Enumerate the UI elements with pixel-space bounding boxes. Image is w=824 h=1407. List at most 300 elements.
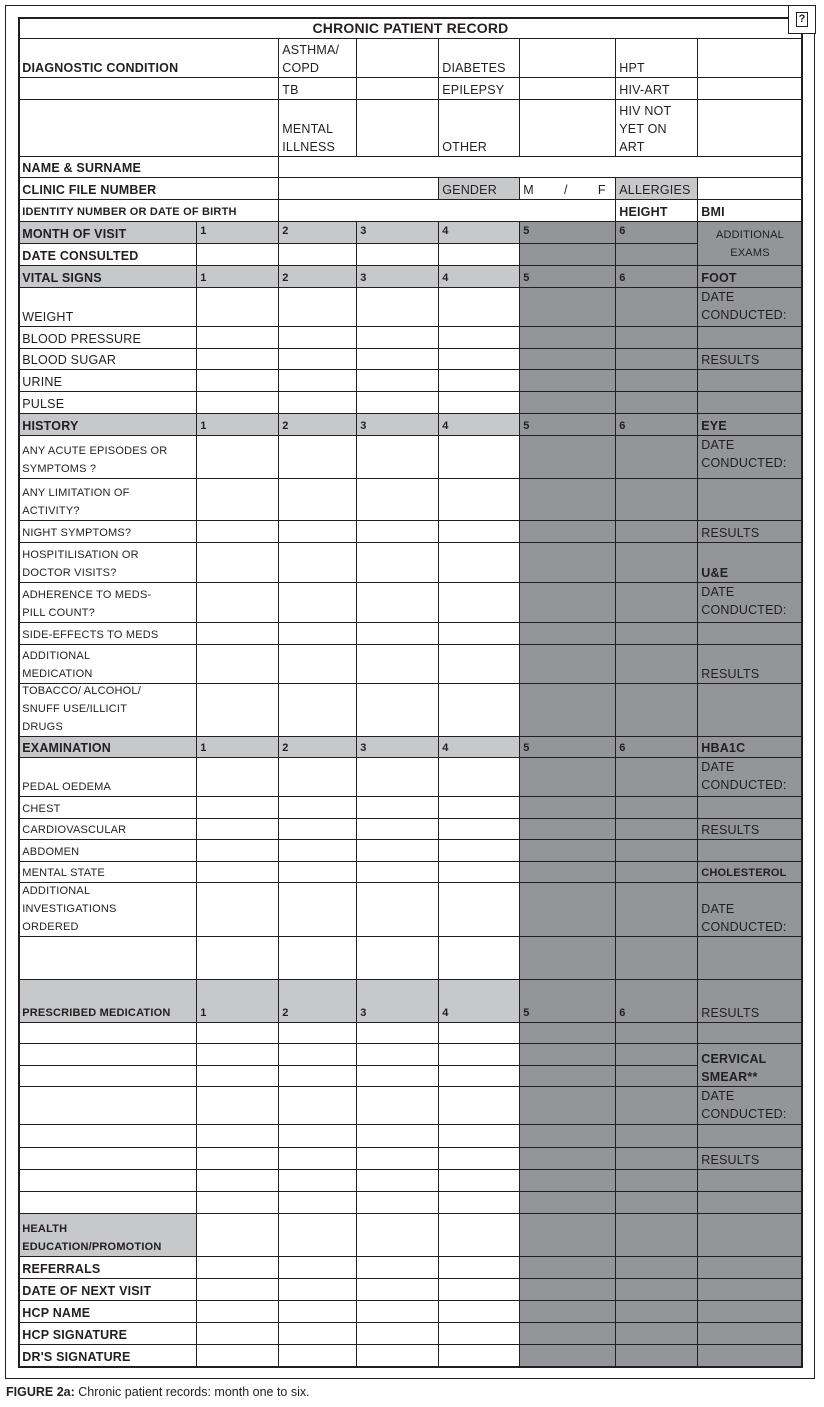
entry-cell[interactable] [438,326,521,350]
entry-cell[interactable] [356,478,440,522]
file-number-label-text: CLINIC FILE NUMBER [22,182,157,197]
month-1-header-text: 1 [200,419,207,432]
entry-cell[interactable] [519,435,617,480]
entry-cell[interactable] [615,818,699,841]
condition-asthma-copd [278,38,358,79]
entry-cell[interactable] [196,796,280,820]
entry-cell[interactable] [196,1086,280,1126]
entry-cell[interactable] [356,1322,440,1346]
gender-field[interactable] [519,177,617,201]
entry-cell[interactable] [615,683,699,738]
entry-cell[interactable] [615,582,699,624]
health-education-label-text: HEALTH EDUCATION/PROMOTION [22,1222,162,1253]
entry-cell[interactable] [438,1147,521,1171]
entry-cell[interactable] [278,1300,358,1324]
entry-cell[interactable] [615,478,699,522]
entry-cell[interactable] [278,936,358,981]
month-2-header [278,736,358,759]
entry-cell[interactable] [438,478,521,522]
help-button[interactable] [788,5,816,34]
entry-cell[interactable] [196,683,280,738]
entry-cell[interactable] [278,1065,358,1088]
entry-cell[interactable] [278,369,358,393]
entry-cell[interactable] [438,287,521,328]
entry-cell[interactable] [278,348,358,371]
entry-cell[interactable] [519,542,617,584]
condition-hpt-text: HPT [619,60,645,75]
month-6-header [615,221,699,245]
entry-cell[interactable] [278,1169,358,1193]
entry-cell[interactable] [615,1322,699,1346]
entry-cell[interactable] [278,1344,358,1368]
entry-cell[interactable] [278,818,358,841]
entry-cell[interactable] [356,882,440,938]
entry-cell[interactable] [615,1169,699,1193]
entry-cell[interactable] [438,1191,521,1215]
entry-cell[interactable] [438,1322,521,1346]
entry-cell[interactable] [196,936,280,981]
entry-cell[interactable] [438,1344,521,1368]
entry-cell[interactable] [196,1256,280,1280]
month-6-header [615,413,699,437]
hcp-name-label-text: HCP NAME [22,1305,91,1320]
entry-cell[interactable] [356,796,440,820]
entry-cell[interactable] [438,1124,521,1149]
entry-cell[interactable] [519,287,617,328]
entry-cell[interactable] [519,1022,617,1045]
ue-date-conducted-text: DATE CONDUCTED: [701,585,787,618]
entry-cell[interactable] [519,1213,617,1258]
entry-cell[interactable] [519,520,617,544]
entry-cell[interactable] [615,520,699,544]
hba1c-date-conducted-text: DATE CONDUCTED: [701,760,787,793]
entry-cell[interactable] [356,1147,440,1171]
month-5-header [519,736,617,759]
cholesterol-date-conducted [697,882,803,938]
entry-cell[interactable] [278,582,358,624]
checkbox-tb[interactable] [356,77,440,101]
medication-row-label [18,1043,198,1067]
entry-cell[interactable] [278,1022,358,1045]
entry-cell[interactable] [519,1191,617,1215]
condition-hiv-not-on-art-text: HIV NOT YET ON ART [619,103,672,154]
entry-cell[interactable] [278,287,358,328]
entry-cell[interactable] [519,1065,617,1088]
entry-cell[interactable] [438,520,521,544]
entry-cell[interactable] [356,1278,440,1302]
entry-cell[interactable] [615,1124,699,1149]
entry-cell[interactable] [519,839,617,863]
entry-cell[interactable] [356,348,440,371]
entry-cell[interactable] [278,796,358,820]
entry-cell[interactable] [196,326,280,350]
condition-diabetes-text: DIABETES [442,60,506,75]
entry-cell[interactable] [356,582,440,624]
question-icon: ? [796,12,808,27]
condition-epilepsy [438,77,521,101]
entry-cell[interactable] [196,1065,280,1088]
history-row-label [18,622,198,646]
entry-cell[interactable] [615,391,699,415]
entry-cell[interactable] [278,839,358,863]
entry-cell[interactable] [615,882,699,938]
entry-cell[interactable] [438,1043,521,1067]
entry-cell[interactable] [196,348,280,371]
entry-cell[interactable] [356,622,440,646]
entry-cell[interactable] [615,1300,699,1324]
entry-cell[interactable] [356,1169,440,1193]
entry-cell[interactable] [356,542,440,584]
entry-cell[interactable] [278,542,358,584]
entry-cell[interactable] [438,348,521,371]
entry-cell[interactable] [196,369,280,393]
month-3-header [356,265,440,289]
hcp-signature-label [18,1322,198,1346]
entry-cell[interactable] [438,243,521,267]
entry-cell[interactable] [438,796,521,820]
entry-cell[interactable] [519,1256,617,1280]
history-row-label [18,683,198,738]
entry-cell[interactable] [278,326,358,350]
month-3-header-text: 3 [360,419,367,432]
entry-cell[interactable] [278,1147,358,1171]
entry-cell[interactable] [519,1124,617,1149]
entry-cell[interactable] [196,622,280,646]
entry-cell[interactable] [519,683,617,738]
entry-cell[interactable] [356,1191,440,1215]
entry-cell[interactable] [356,1022,440,1045]
entry-cell[interactable] [278,1124,358,1149]
entry-cell[interactable] [356,1124,440,1149]
medication-row-label [18,1169,198,1193]
entry-cell[interactable] [519,582,617,624]
exam-row-label-text: ABDOMEN [22,845,80,858]
entry-cell[interactable] [438,391,521,415]
entry-cell[interactable] [356,818,440,841]
entry-cell[interactable] [519,369,617,393]
entry-cell[interactable] [278,861,358,884]
entry-cell[interactable] [519,348,617,371]
entry-cell[interactable] [615,243,699,267]
entry-cell[interactable] [615,622,699,646]
month-4-header-text: 4 [442,419,449,432]
month-5-header [519,265,617,289]
month-1-header-text: 1 [200,1006,207,1019]
entry-cell[interactable] [196,1169,280,1193]
entry-cell[interactable] [438,582,521,624]
entry-cell[interactable] [615,1065,699,1088]
entry-cell[interactable] [196,757,280,798]
entry-cell[interactable] [615,348,699,371]
entry-cell[interactable] [196,287,280,328]
entry-cell[interactable] [519,936,617,981]
month-6-header [615,979,699,1024]
entry-cell[interactable] [438,435,521,480]
condition-epilepsy-text: EPILEPSY [442,82,505,97]
entry-cell[interactable] [519,1344,617,1368]
vital-row-label [18,391,198,415]
month-2-header [278,979,358,1024]
entry-cell[interactable] [519,243,617,267]
entry-cell[interactable] [519,1147,617,1171]
checkbox-asthma-copd[interactable] [356,38,440,79]
entry-cell[interactable] [519,478,617,522]
entry-cell[interactable] [615,542,699,584]
entry-cell[interactable] [519,861,617,884]
entry-cell[interactable] [438,1278,521,1302]
entry-cell[interactable] [519,882,617,938]
vital-row-label-text: URINE [22,374,63,389]
entry-cell[interactable] [356,839,440,863]
entry-cell[interactable] [196,435,280,480]
entry-cell[interactable] [519,1086,617,1126]
entry-cell[interactable] [615,936,699,981]
entry-cell[interactable] [278,520,358,544]
entry-cell[interactable] [438,936,521,981]
allergies-field[interactable] [697,177,803,201]
condition-asthma-copd-text: ASTHMA/ COPD [282,42,340,75]
checkbox-other[interactable] [519,99,617,158]
entry-cell[interactable] [615,287,699,328]
entry-cell[interactable] [356,326,440,350]
entry-cell[interactable] [356,1086,440,1126]
condition-other-text: OTHER [442,139,487,154]
entry-cell[interactable] [438,861,521,884]
entry-cell[interactable] [519,391,617,415]
entry-cell[interactable] [278,1278,358,1302]
checkbox-diabetes[interactable] [519,38,617,79]
cervical-date-conducted-text: DATE CONDUCTED: [701,1089,787,1122]
month-5-header-text: 5 [523,419,530,432]
eye-results [697,520,803,544]
entry-cell[interactable] [278,683,358,738]
medication-row-label [18,1191,198,1215]
entry-cell[interactable] [519,326,617,350]
entry-cell[interactable] [278,1322,358,1346]
entry-cell[interactable] [196,1322,280,1346]
entry-cell[interactable] [196,1191,280,1215]
entry-cell[interactable] [438,369,521,393]
entry-cell[interactable] [278,882,358,938]
entry-cell[interactable] [615,1043,699,1067]
entry-cell[interactable] [278,243,358,267]
entry-cell[interactable] [519,622,617,646]
entry-cell[interactable] [519,1278,617,1302]
entry-cell[interactable] [615,369,699,393]
vital-signs-label-text: VITAL SIGNS [22,270,102,285]
entry-cell[interactable] [438,1065,521,1088]
checkbox-epilepsy[interactable] [519,77,617,101]
entry-cell[interactable] [615,861,699,884]
entry-cell[interactable] [196,391,280,415]
entry-cell[interactable] [519,796,617,820]
entry-cell[interactable] [278,1086,358,1126]
exam-row-label [18,839,198,863]
entry-cell[interactable] [438,1256,521,1280]
hcp-signature-label-text: HCP SIGNATURE [22,1327,128,1342]
entry-cell[interactable] [196,882,280,938]
condition-mental-illness [278,99,358,158]
entry-cell[interactable] [615,1344,699,1368]
examination-label [18,736,198,759]
entry-cell[interactable] [278,1191,358,1215]
vital-row-label-text: BLOOD SUGAR [22,352,117,367]
entry-cell[interactable] [615,1147,699,1171]
month-6-header-text: 6 [619,271,626,284]
entry-cell[interactable] [615,1022,699,1045]
entry-cell[interactable] [438,622,521,646]
entry-cell[interactable] [615,1086,699,1126]
entry-cell[interactable] [356,936,440,981]
entry-cell[interactable] [438,1086,521,1126]
entry-cell[interactable] [196,1344,280,1368]
id-field[interactable] [278,199,617,223]
entry-cell[interactable] [196,861,280,884]
exam-hba1c-label-text: HBA1C [701,740,746,755]
checkbox-hiv-not-on-art[interactable] [697,99,803,158]
entry-cell[interactable] [278,1213,358,1258]
entry-cell[interactable] [278,435,358,480]
entry-cell[interactable] [356,861,440,884]
month-2-header [278,265,358,289]
exam-row-label-text: ADDITIONAL INVESTIGATIONS ORDERED [22,884,117,933]
entry-cell[interactable] [356,391,440,415]
additional-exams-header-text: ADDITIONAL EXAMS [715,228,784,259]
entry-cell[interactable] [519,1169,617,1193]
entry-cell[interactable] [356,369,440,393]
checkbox-hpt[interactable] [697,38,803,79]
figure-caption [6,1385,310,1399]
blank-exam-cell [697,1213,803,1258]
entry-cell[interactable] [438,1300,521,1324]
entry-cell[interactable] [278,644,358,685]
entry-cell[interactable] [438,542,521,584]
entry-cell[interactable] [438,1022,521,1045]
hba1c-date-conducted [697,757,803,798]
entry-cell[interactable] [438,757,521,798]
form-title [18,17,803,40]
entry-cell[interactable] [196,1278,280,1302]
gender-m: M [523,182,534,197]
entry-cell[interactable] [356,1065,440,1088]
diagnostic-condition-label-text: DIAGNOSTIC CONDITION [22,60,179,75]
entry-cell[interactable] [519,644,617,685]
entry-cell[interactable] [196,1022,280,1045]
entry-cell[interactable] [196,1124,280,1149]
exam-row-label-text: CHEST [22,802,61,815]
entry-cell[interactable] [438,683,521,738]
entry-cell[interactable] [615,796,699,820]
entry-cell[interactable] [196,839,280,863]
entry-cell[interactable] [519,818,617,841]
entry-cell[interactable] [438,818,521,841]
entry-cell[interactable] [519,1300,617,1324]
name-field[interactable] [278,156,803,179]
history-label [18,413,198,437]
entry-cell[interactable] [196,1213,280,1258]
entry-cell[interactable] [356,243,440,267]
entry-cell[interactable] [438,1169,521,1193]
entry-cell[interactable] [278,757,358,798]
month-6-header-text: 6 [619,741,626,754]
entry-cell[interactable] [356,1344,440,1368]
checkbox-hiv-art[interactable] [697,77,803,101]
entry-cell[interactable] [356,1043,440,1067]
month-4-header [438,221,521,245]
entry-cell[interactable] [196,582,280,624]
entry-cell[interactable] [438,644,521,685]
entry-cell[interactable] [196,520,280,544]
blank-exam-cell [697,1344,803,1368]
vital-signs-label [18,265,198,289]
entry-cell[interactable] [519,757,617,798]
entry-cell[interactable] [196,1043,280,1067]
entry-cell[interactable] [615,644,699,685]
entry-cell[interactable] [356,1213,440,1258]
entry-cell[interactable] [438,1213,521,1258]
entry-cell[interactable] [519,1043,617,1067]
entry-cell[interactable] [278,1256,358,1280]
month-4-header-text: 4 [442,1006,449,1019]
history-row-label-text: SIDE-EFFECTS TO MEDS [22,628,159,641]
entry-cell[interactable] [615,1278,699,1302]
cholesterol-results-text: RESULTS [701,1005,760,1020]
entry-cell[interactable] [356,287,440,328]
entry-cell[interactable] [356,435,440,480]
eye-results-text: RESULTS [701,525,760,540]
entry-cell[interactable] [438,882,521,938]
month-1-header-text: 1 [200,741,207,754]
history-row-label [18,644,198,685]
entry-cell[interactable] [615,839,699,863]
entry-cell[interactable] [615,1191,699,1215]
entry-cell[interactable] [356,1256,440,1280]
entry-cell[interactable] [356,520,440,544]
entry-cell[interactable] [196,478,280,522]
entry-cell[interactable] [615,757,699,798]
entry-cell[interactable] [196,1300,280,1324]
entry-cell[interactable] [196,542,280,584]
entry-cell[interactable] [356,683,440,738]
entry-cell[interactable] [356,757,440,798]
entry-cell[interactable] [278,1043,358,1067]
file-number-field[interactable] [278,177,440,201]
entry-cell[interactable] [196,818,280,841]
entry-cell[interactable] [356,644,440,685]
entry-cell[interactable] [615,1256,699,1280]
entry-cell[interactable] [278,622,358,646]
entry-cell[interactable] [615,435,699,480]
entry-cell[interactable] [356,1300,440,1324]
entry-cell[interactable] [278,478,358,522]
entry-cell[interactable] [615,1213,699,1258]
checkbox-mental-illness[interactable] [356,99,440,158]
foot-results-text: RESULTS [701,352,760,367]
entry-cell[interactable] [615,326,699,350]
month-6-header [615,736,699,759]
entry-cell[interactable] [196,644,280,685]
history-row-label-text: ADDITIONAL MEDICATION [22,649,93,680]
foot-results-field [697,369,803,393]
entry-cell[interactable] [438,839,521,863]
entry-cell[interactable] [196,1147,280,1171]
entry-cell[interactable] [196,243,280,267]
eye-date-field [697,478,803,522]
cervical-results-field [697,1169,803,1193]
entry-cell[interactable] [278,391,358,415]
entry-cell[interactable] [519,1322,617,1346]
caption-text: Chronic patient records: month one to six. [74,1385,310,1399]
